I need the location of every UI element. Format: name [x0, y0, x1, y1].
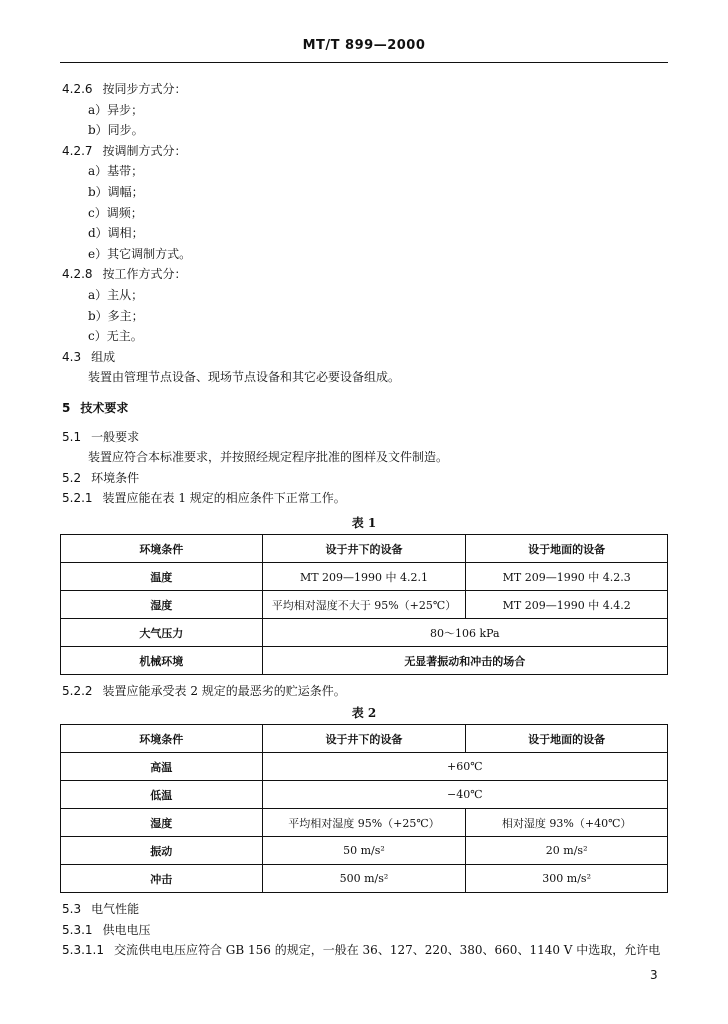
clause-text: 一般要求	[91, 429, 140, 444]
table-cell: 500 m/s²	[262, 865, 466, 893]
row-label: 振动	[61, 837, 263, 865]
clause-text: 组成	[91, 349, 116, 364]
text-line	[88, 164, 143, 178]
row-label: 温度	[61, 563, 263, 591]
clause-number: 5.3.1.1	[62, 943, 104, 958]
header-cell: 设于地面的设备	[466, 535, 668, 563]
clause-number: 4.2.8	[62, 267, 93, 282]
text-line	[62, 82, 187, 96]
clause-text: b）调幅；	[88, 185, 144, 199]
row-label: 湿度	[61, 591, 263, 619]
table-cell: MT 209—1990 中 4.2.3	[466, 563, 668, 591]
text-line	[88, 226, 144, 240]
table-cell: 80～106 kPa	[262, 619, 667, 647]
text-line	[62, 401, 128, 415]
clause-text: a）基带；	[88, 164, 144, 179]
text-line	[62, 902, 139, 916]
clause-number: 4.3	[62, 349, 82, 364]
clause-number: 5.2	[62, 470, 82, 485]
table-cell: MT 209—1990 中 4.4.2	[466, 591, 668, 619]
table-cell: −40℃	[262, 781, 667, 809]
table-cell: 无显著振动和冲击的场合	[262, 647, 667, 675]
clause-text: 供电电压	[102, 922, 151, 937]
header-cell: 设于地面的设备	[466, 725, 668, 753]
header-cell: 环境条件	[61, 725, 263, 753]
clause-text: 技术要求	[80, 401, 129, 415]
table-row	[61, 809, 668, 837]
clause-text: 环境条件	[91, 470, 140, 485]
clause-text: 装置应能在表 1 规定的相应条件下正常工作。	[102, 491, 346, 506]
table-cell: MT 209—1990 中 4.2.1	[262, 563, 466, 591]
row-label: 大气压力	[61, 619, 263, 647]
row-label: 低温	[61, 781, 263, 809]
text-line	[62, 943, 660, 957]
text-line	[88, 288, 143, 302]
text-line	[62, 350, 115, 364]
header-rule	[60, 62, 668, 63]
table-cell: 50 m/s²	[262, 837, 466, 865]
table-row	[61, 591, 668, 619]
table1	[60, 534, 668, 675]
table-row	[61, 563, 668, 591]
table-row	[61, 837, 668, 865]
table-row	[61, 753, 668, 781]
text-line	[62, 471, 139, 485]
header-cell: 环境条件	[61, 535, 263, 563]
clause-text: 装置由管理节点设备、现场节点设备和其它必要设备组成。	[88, 370, 401, 385]
clause-text: 装置应能承受表 2 规定的最恶劣的贮运条件。	[102, 684, 346, 698]
text-line	[88, 103, 143, 117]
clause-text: c）调频；	[88, 205, 143, 220]
text-line	[62, 267, 187, 281]
clause-text: 按工作方式分：	[102, 267, 187, 282]
clause-text: a）主从；	[88, 288, 144, 302]
text-line	[88, 247, 191, 261]
table-cell: 相对湿度 93%（+40℃）	[466, 809, 668, 837]
clause-text: 按同步方式分：	[102, 82, 187, 96]
clause-number: 5.3	[62, 902, 82, 916]
clause-text: c）无主。	[88, 329, 143, 344]
text-line	[88, 370, 400, 384]
clause-text: 按调制方式分：	[102, 143, 187, 158]
table-cell: 20 m/s²	[466, 837, 668, 865]
clause-number: 5.2.1	[62, 491, 93, 506]
clause-text: e）其它调制方式。	[88, 246, 192, 261]
clause-text: 装置应符合本标准要求，并按照经规定程序批准的图样及文件制造。	[88, 450, 449, 465]
table-cell: 平均相对湿度不大于 95%（+25℃）	[262, 591, 466, 619]
text-line	[88, 206, 143, 220]
text-line	[88, 450, 448, 464]
clause-number: 4.2.6	[62, 82, 93, 96]
clause-number: 5.2.2	[62, 684, 93, 698]
table-row	[61, 619, 668, 647]
page-header: MT/T 899—2000	[302, 38, 426, 53]
table-header-row	[61, 535, 668, 563]
text-line	[62, 923, 151, 937]
clause-text: b）同步。	[88, 123, 144, 138]
clause-text: d）调相；	[88, 226, 144, 241]
row-label: 机械环境	[61, 647, 263, 675]
row-label: 高温	[61, 753, 263, 781]
clause-number: 5.3.1	[62, 922, 93, 937]
table-cell: 300 m/s²	[466, 865, 668, 893]
text-line	[88, 309, 144, 323]
text-line	[62, 144, 187, 158]
text-line	[88, 185, 144, 199]
clause-text: 交流供电电压应符合 GB 156 的规定，一般在 36、127、220、380、660、1140 V 中选取，允许电	[113, 943, 661, 958]
text-line	[62, 491, 346, 505]
clause-number: 5	[62, 401, 71, 415]
clause-number: 5.1	[62, 429, 82, 444]
clause-text: b）多主；	[88, 308, 144, 323]
table2-caption: 表 2	[351, 706, 377, 720]
table2	[60, 724, 668, 893]
table-header-row	[61, 725, 668, 753]
table-cell: 平均相对湿度 95%（+25℃）	[262, 809, 466, 837]
clause-number: 4.2.7	[62, 143, 93, 158]
header-cell: 设于井下的设备	[262, 725, 466, 753]
table-row	[61, 647, 668, 675]
table-row	[61, 865, 668, 893]
text-line	[88, 123, 144, 137]
clause-text: 电气性能	[91, 902, 140, 916]
text-line	[88, 329, 143, 343]
row-label: 湿度	[61, 809, 263, 837]
table1-caption: 表 1	[351, 516, 377, 530]
table-row	[61, 781, 668, 809]
clause-text: a）异步；	[88, 102, 144, 117]
text-line	[62, 430, 139, 444]
row-label: 冲击	[61, 865, 263, 893]
header-cell: 设于井下的设备	[262, 535, 466, 563]
page-number: 3	[650, 968, 658, 982]
clause-5-2-2	[62, 684, 346, 698]
table-cell: +60℃	[262, 753, 667, 781]
